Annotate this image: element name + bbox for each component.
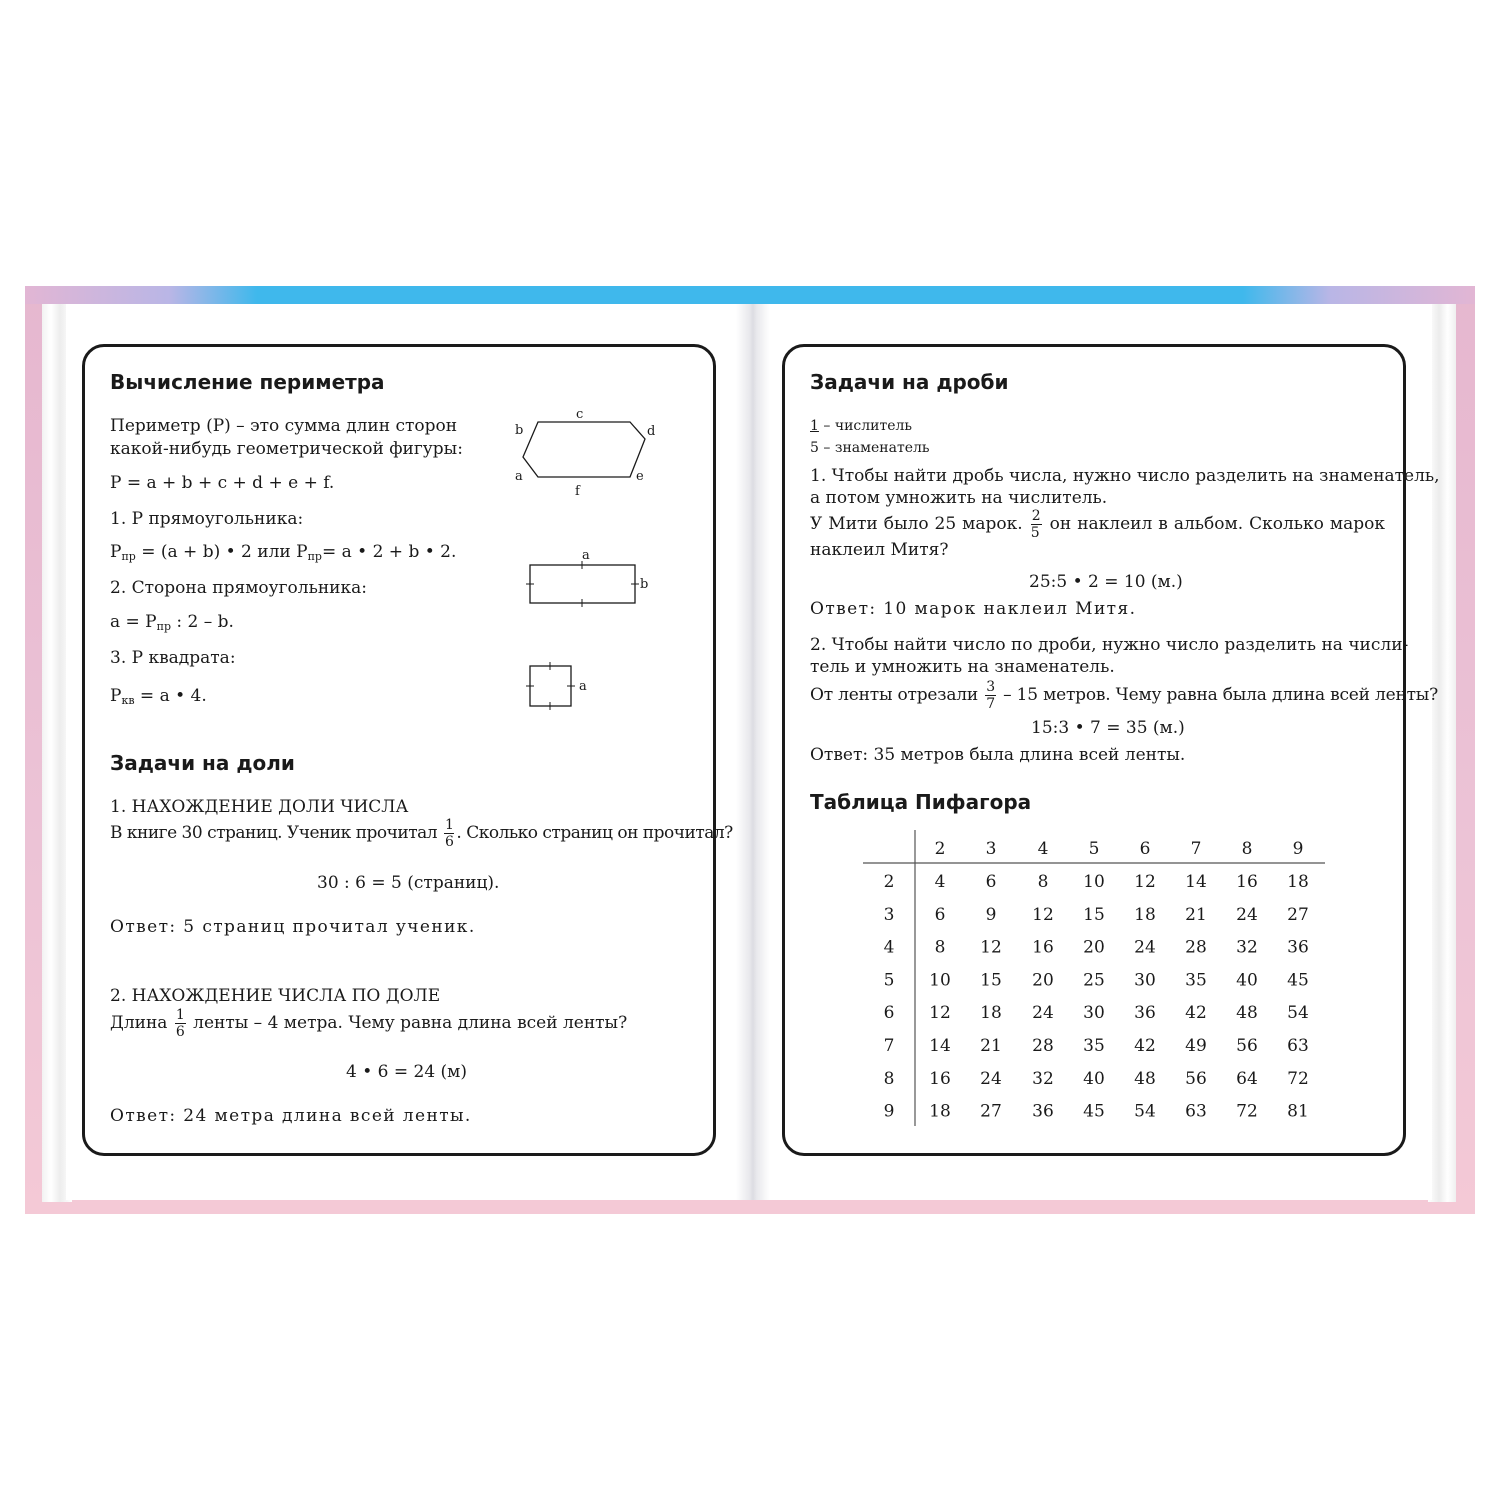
pythagoras-cell: 30	[1134, 970, 1156, 991]
rectangle-side-title: 2. Сторона прямоугольника:	[110, 578, 368, 598]
numerator-legend: 1 – числитель	[810, 418, 913, 434]
pythagoras-cell: 18	[1287, 872, 1309, 892]
pythagoras-cell: 18	[929, 1101, 951, 1122]
parts-task2-heading: 2. НАХОЖДЕНИЕ ЧИСЛА ПО ДОЛЕ	[110, 986, 441, 1006]
rectangle-perimeter-formula: $P_{пр} = (a + b)$ • 2 или $P_{пр}= a$ • 2 + b • 2.	[110, 542, 457, 563]
pythagoras-cell: 27	[980, 1101, 1002, 1122]
pythagoras-cell: 20	[1032, 970, 1054, 991]
perimeter-definition-line1: Периметр (Р) – это сумма длин сторон	[110, 416, 458, 436]
fractions-problem1-answer: Ответ: 10 марок наклеил Митя.	[810, 599, 1137, 619]
pythagoras-cell: 14	[929, 1036, 951, 1056]
parts-task2-calculation: 4 • 6 = 24 (м)	[346, 1062, 468, 1082]
pythagoras-cell: 32	[1236, 937, 1258, 958]
square-perimeter-formula: $P_{кв} = a$ • 4.	[110, 686, 207, 707]
pythagoras-cell: 6	[985, 872, 997, 892]
pythagoras-cell: 35	[1185, 970, 1207, 991]
fractions-title: Задачи на дроби	[810, 370, 1009, 394]
pythagoras-cell: 48	[1134, 1068, 1156, 1089]
fractions-rule1-line1: 1. Чтобы найти дробь числа, нужно число разделить на знаменатель,	[810, 466, 1440, 486]
hexagon-label-c: c	[576, 407, 584, 422]
pythagoras-cell: 48	[1236, 1003, 1258, 1024]
pythagoras-row-label: 6	[883, 1003, 895, 1024]
pythagoras-cell: 24	[1134, 937, 1156, 958]
rectangle-perimeter-title: 1. Р прямоугольника:	[110, 509, 304, 529]
fractions-problem1-calculation: 25:5 • 2 = 10 (м.)	[1029, 572, 1183, 592]
pythagoras-cell: 16	[1236, 872, 1258, 892]
pythagoras-header-cell: 3	[985, 839, 997, 859]
pythagoras-cell: 40	[1236, 970, 1258, 991]
hexagon-label-d: d	[647, 424, 656, 439]
pythagoras-cell: 12	[1134, 872, 1156, 892]
pythagoras-cell: 54	[1287, 1003, 1309, 1024]
pythagoras-cell: 27	[1287, 904, 1309, 925]
pythagoras-row-label: 3	[883, 904, 895, 925]
perimeter-definition-line2: какой-нибудь геометрической фигуры:	[110, 439, 463, 459]
square-label-a: a	[579, 679, 587, 694]
pythagoras-cell: 36	[1134, 1003, 1156, 1024]
pythagoras-cell: 12	[1032, 904, 1054, 925]
pythagoras-cell: 35	[1083, 1036, 1105, 1056]
pythagoras-cell: 42	[1185, 1003, 1207, 1024]
fractions-problem2-answer: Ответ: 35 метров была длина всей ленты.	[810, 745, 1186, 765]
pythagoras-header-cell: 8	[1241, 839, 1253, 859]
pythagoras-row-label: 9	[883, 1101, 895, 1122]
pythagoras-row-label: 8	[883, 1068, 895, 1089]
perimeter-formula: Р = a + b + c + d + e + f.	[110, 473, 335, 493]
fractions-rule1-line2: а потом умножить на числитель.	[810, 488, 1108, 508]
fraction-one-sixth-2: $\frac{1}{6}$	[175, 1007, 185, 1040]
fraction-one-sixth: $\frac{1}{6}$	[444, 817, 454, 850]
pythagoras-cell: 24	[980, 1068, 1002, 1089]
pythagoras-cell: 40	[1083, 1068, 1105, 1089]
pythagoras-cell: 18	[980, 1003, 1002, 1024]
pythagoras-cell: 28	[1185, 937, 1207, 958]
pythagoras-cell: 15	[980, 970, 1002, 991]
pythagoras-cell: 32	[1032, 1068, 1054, 1089]
pythagoras-cell: 16	[1032, 937, 1054, 958]
pythagoras-cell: 63	[1185, 1101, 1207, 1122]
pythagoras-cell: 10	[929, 970, 951, 991]
pythagoras-cell: 12	[980, 937, 1002, 958]
fractions-problem1-line1: У Мити было 25 марок. $\frac{2}{5}$ он наклеил в альбом. Сколько марок	[810, 508, 1386, 541]
pythagoras-cell: 56	[1236, 1036, 1258, 1056]
hexagon-label-b: b	[515, 423, 524, 438]
parts-task2-answer: Ответ: 24 метра длина всей ленты.	[110, 1106, 472, 1126]
pythagoras-cell: 8	[1037, 872, 1049, 892]
pythagoras-row-label: 7	[883, 1036, 895, 1056]
pythagoras-cell: 21	[1185, 904, 1207, 925]
parts-task1-calculation: 30 : 6 = 5 (страниц).	[317, 873, 500, 893]
fractions-rule2-line1: 2. Чтобы найти число по дроби, нужно число разделить на числи-	[810, 635, 1409, 655]
pythagoras-cell: 30	[1083, 1003, 1105, 1024]
denominator-legend: 5 – знаменатель	[810, 440, 930, 456]
pythagoras-cell: 16	[929, 1068, 951, 1089]
pythagoras-cell: 20	[1083, 937, 1105, 958]
pythagoras-cell: 63	[1287, 1036, 1309, 1056]
pythagoras-cell: 14	[1185, 872, 1207, 892]
pythagoras-cell: 49	[1185, 1036, 1207, 1056]
fractions-problem2-calculation: 15:3 • 7 = 35 (м.)	[1031, 718, 1185, 738]
parts-task1-answer: Ответ: 5 страниц прочитал ученик.	[110, 917, 476, 937]
pythagoras-header-cell: 7	[1190, 839, 1202, 859]
pythagoras-cell: 81	[1287, 1101, 1309, 1122]
pythagoras-cell: 15	[1083, 904, 1105, 925]
pythagoras-cell: 72	[1236, 1101, 1258, 1122]
pythagoras-cell: 28	[1032, 1036, 1054, 1056]
pythagoras-header-cell: 6	[1139, 839, 1151, 859]
pythagoras-cell: 45	[1287, 970, 1309, 991]
rectangle-side-formula: $a = P_{пр}$ : 2 – b.	[110, 612, 234, 633]
pythagoras-cell: 36	[1287, 937, 1309, 958]
pythagoras-cell: 72	[1287, 1068, 1309, 1089]
parts-task1-text: В книге 30 страниц. Ученик прочитал $\frac{1}{6}$ . Сколько страниц он прочитал?	[110, 817, 733, 850]
fraction-three-sevenths: $\frac{3}{7}$	[986, 679, 995, 712]
pythagoras-header-cell: 2	[934, 839, 946, 859]
fractions-rule2-line2: тель и умножить на знаменатель.	[810, 657, 1115, 677]
pythagoras-cell: 21	[980, 1036, 1002, 1056]
pythagoras-cell: 10	[1083, 872, 1105, 892]
pythagoras-cell: 18	[1134, 904, 1156, 925]
hexagon-label-e: e	[636, 469, 644, 484]
pythagoras-header-cell: 9	[1292, 839, 1304, 859]
pythagoras-cell: 64	[1236, 1068, 1258, 1089]
fractions-problem2-text: От ленты отрезали $\frac{3}{7}$ – 15 метров. Чему равна была длина всей ленты?	[810, 679, 1439, 712]
pythagoras-cell: 8	[934, 937, 946, 958]
pythagoras-cell: 45	[1083, 1101, 1105, 1122]
pythagoras-cell: 56	[1185, 1068, 1207, 1089]
pythagoras-cell: 6	[934, 904, 946, 925]
pythagoras-row-label: 2	[883, 872, 895, 892]
pythagoras-header-cell: 4	[1037, 839, 1049, 859]
square-perimeter-title: 3. Р квадрата:	[110, 648, 236, 668]
parts-task1-heading: 1. НАХОЖДЕНИЕ ДОЛИ ЧИСЛА	[110, 797, 409, 817]
parts-task2-text: Длина $\frac{1}{6}$ ленты – 4 метра. Чему равна длина всей ленты?	[110, 1007, 628, 1040]
fractions-problem1-line2: наклеил Митя?	[810, 540, 949, 560]
pythagoras-cell: 24	[1236, 904, 1258, 925]
hexagon-label-f: f	[575, 484, 580, 497]
pythagoras-title: Таблица Пифагора	[810, 790, 1032, 814]
parts-title: Задачи на доли	[110, 751, 295, 775]
pythagoras-header-cell: 5	[1088, 839, 1100, 859]
rectangle-label-a: a	[582, 548, 590, 563]
pythagoras-cell: 24	[1032, 1003, 1054, 1024]
pythagoras-cell: 12	[929, 1003, 951, 1024]
perimeter-title: Вычисление периметра	[110, 370, 385, 394]
pythagoras-cell: 42	[1134, 1036, 1156, 1056]
pythagoras-cell: 9	[985, 904, 997, 925]
hexagon-label-a: a	[515, 469, 523, 484]
pythagoras-cell: 54	[1134, 1101, 1156, 1122]
rectangle-label-b: b	[640, 577, 649, 592]
pythagoras-cell: 25	[1083, 970, 1105, 991]
pythagoras-cell: 36	[1032, 1101, 1054, 1122]
pythagoras-row-label: 5	[883, 970, 895, 991]
fraction-two-fifths: $\frac{2}{5}$	[1030, 508, 1041, 541]
pythagoras-cell: 4	[934, 872, 946, 892]
pythagoras-row-label: 4	[883, 937, 895, 958]
